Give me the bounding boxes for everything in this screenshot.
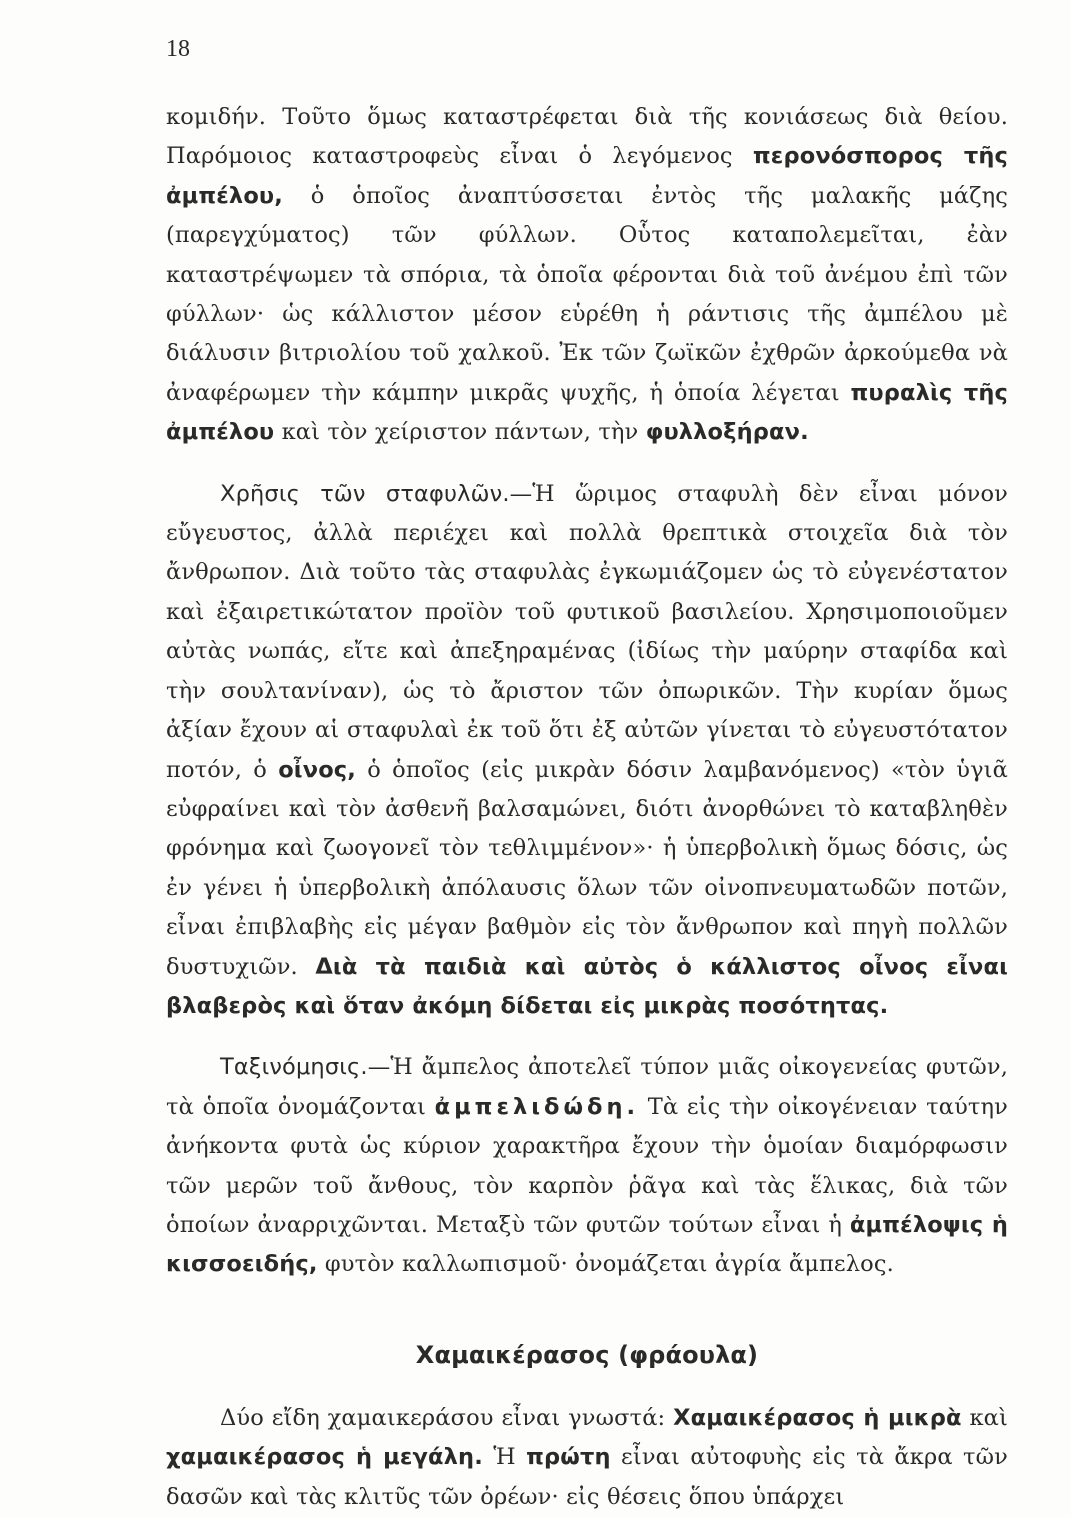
paragraph-grape-use [166, 475, 1008, 1027]
text-span: —Ἡ ἄμπελος ἀποτελεῖ τύπον μιᾶς οἰκογενείας φυτῶν, τὰ ὁποῖα ὀνομάζονται [166, 1054, 1008, 1120]
paragraph-classification [166, 1048, 1008, 1284]
text-span: Τὰ εἰς τὴν οἰκογένειαν ταύτην ἀνήκοντα φυτὰ ὡς κύριον χαρακτῆρα ἔχουν τὴν ὁμοίαν διαμόρφωσιν τῶν μερῶν τοῦ ἄνθους, τὸν καρπὸν ῥᾶγα καὶ τὰς ἕλικας, διὰ τῶν ὁποίων ἀναρριχῶνται. Μεταξὺ τῶν φυτῶν τούτων εἶναι ἡ [166, 1093, 1008, 1238]
main-text [166, 98, 1008, 1517]
bold-term: ἀμπελιδώδη. [434, 1093, 640, 1120]
text-span: καὶ τὸν χείριστον πάντων, τὴν [274, 419, 646, 446]
bold-term: φυλλοξήραν. [645, 419, 809, 446]
run-in-heading: Χρῆσις τῶν σταφυλῶν. [220, 480, 510, 507]
bold-term: πυραλὶς τῆς ἀμπέλου [166, 379, 1008, 446]
bold-term: Χαμαικέρασος ἡ μικρὰ [673, 1404, 962, 1431]
paragraph-strawberry [166, 1399, 1008, 1517]
paragraph-pests [166, 98, 1008, 453]
bold-term: πρώτη [526, 1444, 611, 1471]
page-number: 18 [166, 36, 190, 62]
text-span: ὁ ὁποῖος ἀναπτύσσεται ἐντὸς τῆς μαλακῆς μάζης (παρεγχύματος) τῶν φύλλων. Οὗτος καταπολεμεῖται, ἐὰν καταστρέψωμεν τὰ σπόρια, τὰ ὁποῖα φέρονται διὰ τοῦ ἀνέμου ἐπὶ τῶν φύλλων· ὡς κάλλιστον μέσον εὑρέθη ἡ ράντισις τῆς ἀμπέλου μὲ διάλυσιν βιτριολίου τοῦ χαλκοῦ. Ἐκ τῶν ζωϊκῶν ἐχθρῶν ἀρκούμεθα νὰ ἀναφέρωμεν τὴν κάμπην μικρᾶς ψυχῆς, ἡ ὁποία λέγεται [166, 182, 1008, 406]
text-span: ὁ ὁποῖος (εἰς μικρὰν δόσιν λαμβανόμενος) «τὸν ὑγιᾶ εὐφραίνει καὶ τὸν ἀσθενῆ βαλσαμώνει, διότι ἀνορθώνει τὸ καταβληθὲν φρόνημα καὶ ζωογονεῖ τὸν τεθλιμμένον»· ἡ ὑπερβολικὴ ὅμως δόσις, ὡς ἐν γένει ἡ ὑπερβολικὴ ἀπόλαυσις ὅλων τῶν οἰνοπνευματωδῶν ποτῶν, εἶναι ἐπιβλαβὴς εἰς μέγαν βαθμὸν εἰς τὸν ἄνθρωπον καὶ πηγὴ πολλῶν δυστυχιῶν. [166, 756, 1008, 980]
bold-term: χαμαικέρασος ἡ μεγάλη. [166, 1444, 483, 1471]
text-span: φυτὸν καλλωπισμοῦ· ὀνομάζεται ἀγρία ἄμπελος. [317, 1251, 894, 1278]
text-span: Ἡ [482, 1444, 527, 1471]
text-span: εἶναι αὐτοφυὴς εἰς τὰ ἄκρα τῶν δασῶν καὶ τὰς κλιτῦς τῶν ὀρέων· εἰς θέσεις ὅπου ὑπάρχει [166, 1444, 1008, 1510]
run-in-heading: Ταξινόμησις. [220, 1054, 368, 1081]
bold-term: περονόσπορος τῆς ἀμπέλου, [166, 143, 1008, 209]
bold-term: οἶνος, [278, 756, 356, 783]
bold-term: ἀμπέλοψις ἡ κισσοειδής, [166, 1211, 1008, 1278]
section-heading: Χαμαικέρασος (φράουλα) [415, 1340, 759, 1369]
text-span: —Ἡ ὥριμος σταφυλὴ δὲν εἶναι μόνον εὔγευστος, ἀλλὰ περιέχει καὶ πολλὰ θρεπτικὰ στοιχεῖα διὰ τὸν ἄνθρωπον. Διὰ τοῦτο τὰς σταφυλὰς ἐγκωμιάζομεν ὡς τὸ εὐγενέστατον καὶ ἐξαιρετικώτατον προϊὸν τοῦ φυτικοῦ βασιλείου. Χρησιμοποιοῦμεν αὐτὰς νωπάς, εἴτε καὶ ἀπεξηραμένας (ἰδίως τὴν μαύρην σταφίδα καὶ τὴν σουλτανίναν), ὡς τὸ ἄριστον τῶν ὀπωρικῶν. Τὴν κυρίαν ὅμως ἀξίαν ἔχουν αἱ σταφυλαὶ ἐκ τοῦ ὅτι ἐξ αὐτῶν γίνεται τὸ εὐγευστότατον ποτόν, ὁ [166, 480, 1008, 783]
text-span: καὶ [961, 1404, 1008, 1431]
bold-warning: Διὰ τὰ παιδιὰ καὶ αὐτὸς ὁ κάλλιστος οἶνος εἶναι βλαβερὸς καὶ ὅταν ἀκόμη δίδεται εἰς μικρὰς ποσότητας. [166, 953, 1008, 1019]
text-span: Δύο εἴδη χαμαικεράσου εἶναι γνωστά: [220, 1404, 674, 1431]
text-span: κομιδήν. Τοῦτο ὅμως καταστρέφεται διὰ τῆς κονιάσεως διὰ θείου. Παρόμοιος καταστροφεὺς εἶναι ὁ λεγόμενος [166, 104, 1008, 170]
